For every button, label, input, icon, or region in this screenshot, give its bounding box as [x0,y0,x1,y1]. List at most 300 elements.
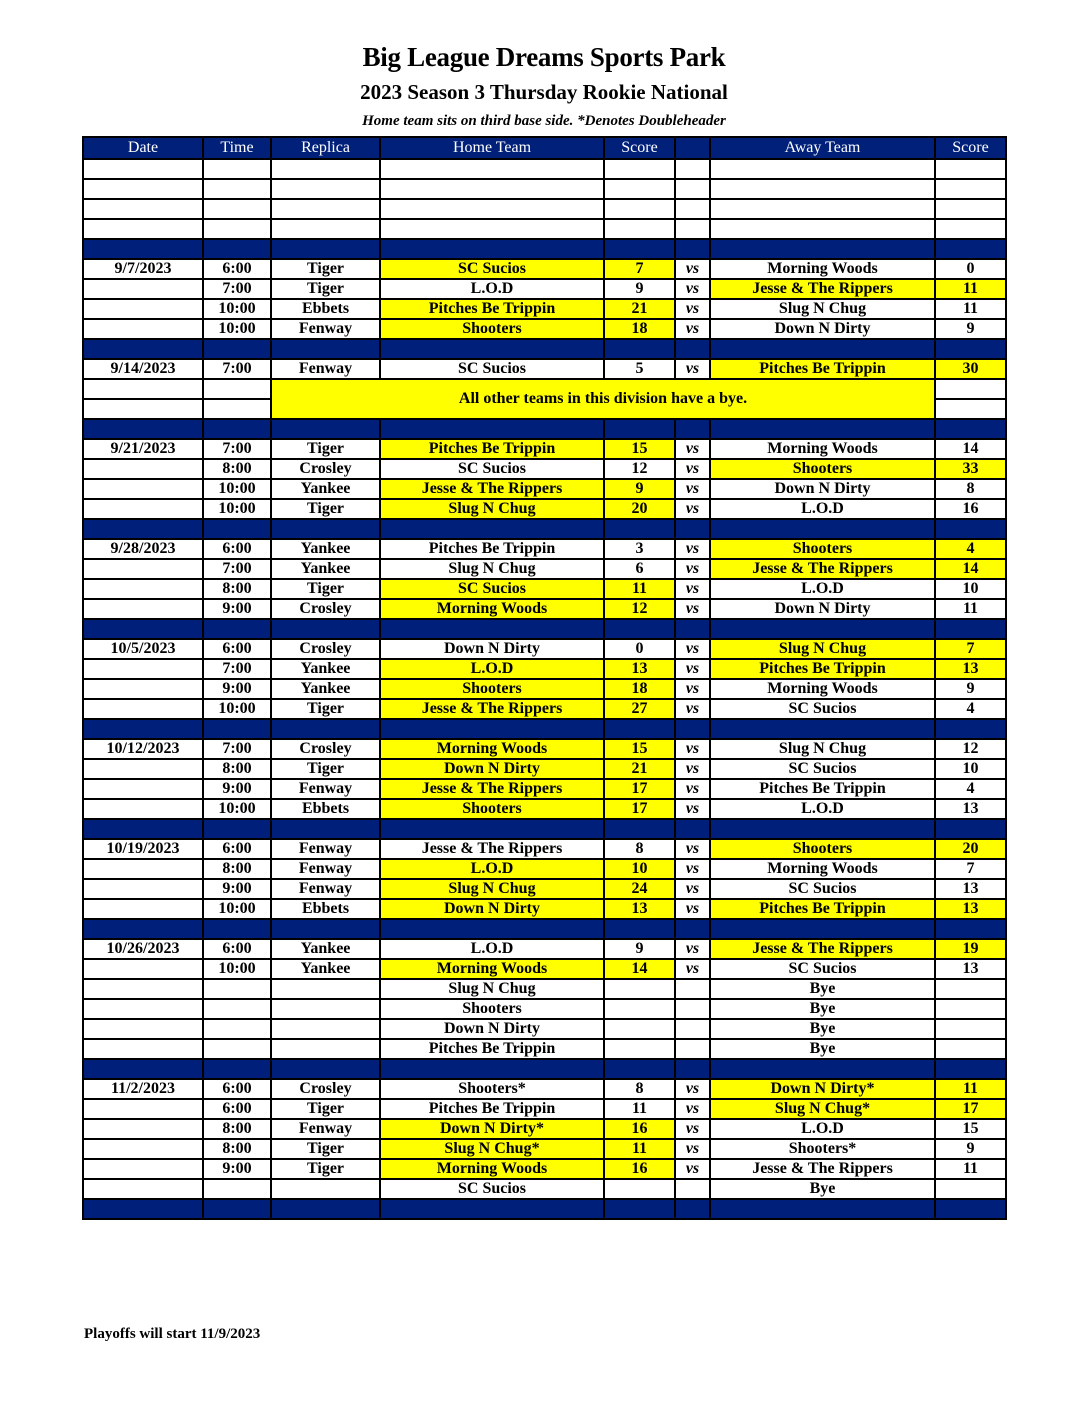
game-replica: Tiger [271,1159,380,1179]
home-score: 5 [604,359,675,379]
game-time: 10:00 [203,499,271,519]
game-row [83,699,1006,719]
game-date: 10/26/2023 [83,939,203,959]
away-score: 9 [935,319,1006,339]
vs-cell [675,1179,710,1199]
game-date [83,579,203,599]
separator-row [83,519,1006,539]
header-away-score: Score [935,137,1006,159]
separator-cell [83,419,203,439]
home-score: 17 [604,799,675,819]
home-team: Shooters [380,319,604,339]
game-date [83,1019,203,1039]
game-row [83,659,1006,679]
separator-cell [271,419,380,439]
away-team: Jesse & The Rippers [710,279,935,299]
blank-cell [271,219,380,239]
away-team: L.O.D [710,799,935,819]
away-score: 15 [935,1119,1006,1139]
game-date [83,879,203,899]
game-time: 7:00 [203,559,271,579]
separator-cell [675,1059,710,1079]
game-time: 9:00 [203,599,271,619]
game-date [83,959,203,979]
away-team: Jesse & The Rippers [710,939,935,959]
separator-cell [83,919,203,939]
game-replica: Fenway [271,1119,380,1139]
away-score: 14 [935,439,1006,459]
away-team: Slug N Chug [710,639,935,659]
separator-row [83,719,1006,739]
separator-cell [83,1059,203,1079]
vs-cell: vs [675,859,710,879]
away-team: Morning Woods [710,679,935,699]
vs-cell: vs [675,899,710,919]
away-team: Pitches Be Trippin [710,779,935,799]
vs-cell [675,1039,710,1059]
home-score: 15 [604,739,675,759]
home-score [604,979,675,999]
game-row [83,559,1006,579]
blank-cell [935,199,1006,219]
game-date [83,1099,203,1119]
away-team: Jesse & The Rippers [710,559,935,579]
game-replica: Ebbets [271,799,380,819]
separator-cell [604,619,675,639]
game-date [83,899,203,919]
blank-cell [271,179,380,199]
game-date [83,859,203,879]
game-time: 6:00 [203,1099,271,1119]
game-time [203,979,271,999]
game-time: 10:00 [203,799,271,819]
game-replica: Tiger [271,699,380,719]
home-team: L.O.D [380,279,604,299]
game-replica: Tiger [271,499,380,519]
game-row [83,479,1006,499]
game-time: 7:00 [203,739,271,759]
vs-cell: vs [675,459,710,479]
home-team: Pitches Be Trippin [380,299,604,319]
game-replica: Fenway [271,779,380,799]
blank-cell [380,199,604,219]
home-score: 13 [604,899,675,919]
blank-cell [203,179,271,199]
game-date [83,479,203,499]
game-replica [271,1019,380,1039]
separator-cell [604,339,675,359]
away-team: Down N Dirty [710,319,935,339]
away-team: SC Sucios [710,699,935,719]
game-time: 6:00 [203,839,271,859]
separator-cell [203,239,271,259]
away-team: L.O.D [710,499,935,519]
separator-cell [83,819,203,839]
home-team: L.O.D [380,859,604,879]
vs-cell: vs [675,779,710,799]
away-score: 9 [935,1139,1006,1159]
home-score: 20 [604,499,675,519]
game-replica [271,1039,380,1059]
separator-cell [710,239,935,259]
separator-cell [271,919,380,939]
vs-cell: vs [675,319,710,339]
game-date [83,759,203,779]
blank-cell [203,219,271,239]
vs-cell: vs [675,839,710,859]
separator-row [83,919,1006,939]
game-replica: Yankee [271,559,380,579]
game-date [83,499,203,519]
away-team: Morning Woods [710,859,935,879]
separator-cell [710,619,935,639]
separator-cell [604,239,675,259]
blank-cell [203,199,271,219]
away-team: L.O.D [710,579,935,599]
game-date [83,679,203,699]
away-score: 11 [935,299,1006,319]
game-date [83,699,203,719]
vs-cell: vs [675,599,710,619]
away-score [935,1179,1006,1199]
schedule-body [83,159,1006,1219]
game-time: 6:00 [203,639,271,659]
away-team: Morning Woods [710,259,935,279]
game-time: 9:00 [203,679,271,699]
game-row [83,459,1006,479]
blank-cell [604,219,675,239]
game-replica: Yankee [271,679,380,699]
blank-cell [83,399,203,419]
separator-cell [271,819,380,839]
separator-cell [203,1059,271,1079]
home-score: 3 [604,539,675,559]
away-score: 20 [935,839,1006,859]
home-team: Pitches Be Trippin [380,1039,604,1059]
home-score: 0 [604,639,675,659]
separator-cell [380,719,604,739]
home-team: Down N Dirty [380,639,604,659]
game-row [83,959,1006,979]
away-score: 10 [935,579,1006,599]
separator-cell [710,819,935,839]
game-date: 9/21/2023 [83,439,203,459]
home-team: Morning Woods [380,1159,604,1179]
home-team: L.O.D [380,939,604,959]
game-date [83,999,203,1019]
separator-cell [675,619,710,639]
home-score: 21 [604,759,675,779]
game-replica: Fenway [271,879,380,899]
away-team: Bye [710,979,935,999]
game-time: 10:00 [203,299,271,319]
home-team: Down N Dirty [380,899,604,919]
separator-cell [380,339,604,359]
home-score: 13 [604,659,675,679]
away-score: 4 [935,539,1006,559]
home-score: 9 [604,939,675,959]
game-row [83,859,1006,879]
game-date [83,599,203,619]
game-replica: Tiger [271,1139,380,1159]
away-team: Slug N Chug* [710,1099,935,1119]
home-team: Shooters* [380,1079,604,1099]
game-replica: Tiger [271,259,380,279]
separator-cell [271,339,380,359]
home-team: Jesse & The Rippers [380,479,604,499]
away-team: Slug N Chug [710,299,935,319]
separator-cell [935,239,1006,259]
vs-cell: vs [675,479,710,499]
home-score: 11 [604,579,675,599]
header-home-score: Score [604,137,675,159]
away-team: Morning Woods [710,439,935,459]
blank-cell [83,159,203,179]
home-score: 17 [604,779,675,799]
vs-cell: vs [675,959,710,979]
separator-cell [710,519,935,539]
away-team: Pitches Be Trippin [710,659,935,679]
away-score: 13 [935,959,1006,979]
game-time: 9:00 [203,1159,271,1179]
game-row [83,439,1006,459]
blank-row [83,179,1006,199]
game-date: 9/14/2023 [83,359,203,379]
game-time [203,1179,271,1199]
game-replica: Crosley [271,739,380,759]
game-date: 11/2/2023 [83,1079,203,1099]
blank-cell [935,219,1006,239]
away-score: 30 [935,359,1006,379]
blank-cell [604,179,675,199]
vs-cell: vs [675,259,710,279]
separator-cell [380,519,604,539]
away-score: 10 [935,759,1006,779]
separator-cell [935,1059,1006,1079]
away-score: 0 [935,259,1006,279]
blank-cell [604,159,675,179]
separator-cell [271,719,380,739]
separator-row [83,1199,1006,1219]
separator-cell [710,1199,935,1219]
separator-cell [380,1199,604,1219]
game-date [83,1159,203,1179]
separator-cell [380,1059,604,1079]
home-team: Morning Woods [380,739,604,759]
home-score: 12 [604,599,675,619]
separator-cell [710,339,935,359]
away-team: L.O.D [710,1119,935,1139]
blank-cell [935,179,1006,199]
header-vs [675,137,710,159]
blank-cell [604,199,675,219]
away-score: 16 [935,499,1006,519]
blank-cell [83,179,203,199]
separator-cell [203,919,271,939]
blank-cell [710,219,935,239]
game-time: 8:00 [203,459,271,479]
header-date: Date [83,137,203,159]
away-score: 13 [935,879,1006,899]
home-team: Morning Woods [380,959,604,979]
home-score: 9 [604,479,675,499]
game-row [83,1099,1006,1119]
game-time: 7:00 [203,359,271,379]
game-date: 9/7/2023 [83,259,203,279]
separator-cell [935,419,1006,439]
away-team: Shooters [710,539,935,559]
home-score: 8 [604,839,675,859]
separator-cell [675,919,710,939]
game-row [83,1079,1006,1099]
game-time: 10:00 [203,899,271,919]
separator-cell [935,519,1006,539]
game-time: 8:00 [203,1119,271,1139]
game-row [83,1039,1006,1059]
separator-cell [675,419,710,439]
blank-cell [935,379,1006,399]
game-replica: Tiger [271,579,380,599]
vs-cell: vs [675,699,710,719]
separator-cell [675,719,710,739]
away-score [935,999,1006,1019]
home-team: Morning Woods [380,599,604,619]
separator-cell [604,719,675,739]
game-replica: Crosley [271,639,380,659]
home-team: Jesse & The Rippers [380,699,604,719]
game-date [83,319,203,339]
blank-cell [203,399,271,419]
vs-cell: vs [675,439,710,459]
game-row [83,799,1006,819]
home-score: 6 [604,559,675,579]
away-team: Jesse & The Rippers [710,1159,935,1179]
home-score: 27 [604,699,675,719]
home-team: Down N Dirty [380,1019,604,1039]
away-team: Bye [710,1039,935,1059]
game-time: 7:00 [203,439,271,459]
game-row [83,759,1006,779]
separator-cell [271,1059,380,1079]
home-team: SC Sucios [380,1179,604,1199]
game-date [83,1179,203,1199]
home-team: SC Sucios [380,459,604,479]
away-score [935,1019,1006,1039]
header-row [83,137,1006,159]
game-row [83,359,1006,379]
game-time: 7:00 [203,279,271,299]
game-replica: Crosley [271,459,380,479]
away-team: SC Sucios [710,759,935,779]
game-time: 8:00 [203,859,271,879]
separator-cell [675,239,710,259]
away-team: Shooters [710,839,935,859]
separator-row [83,239,1006,259]
home-team: Pitches Be Trippin [380,539,604,559]
game-replica: Tiger [271,439,380,459]
separator-cell [83,519,203,539]
game-time: 8:00 [203,1139,271,1159]
home-team: SC Sucios [380,259,604,279]
separator-cell [83,239,203,259]
vs-cell: vs [675,579,710,599]
vs-cell: vs [675,799,710,819]
vs-cell [675,999,710,1019]
vs-cell: vs [675,1099,710,1119]
away-score: 11 [935,1079,1006,1099]
blank-cell [710,159,935,179]
separator-cell [675,339,710,359]
game-row [83,279,1006,299]
game-row [83,679,1006,699]
game-date [83,1139,203,1159]
away-score: 11 [935,279,1006,299]
separator-cell [710,1059,935,1079]
blank-cell [83,219,203,239]
away-score: 7 [935,639,1006,659]
game-date [83,799,203,819]
game-row [83,939,1006,959]
away-team: Down N Dirty [710,599,935,619]
separator-cell [83,1199,203,1219]
game-date: 10/5/2023 [83,639,203,659]
away-score: 9 [935,679,1006,699]
separator-cell [380,619,604,639]
game-time: 6:00 [203,539,271,559]
game-replica: Fenway [271,359,380,379]
blank-cell [675,179,710,199]
bye-note: All other teams in this division have a bye. [271,379,935,419]
game-row [83,879,1006,899]
separator-cell [380,819,604,839]
away-team: Shooters [710,459,935,479]
schedule-note: Home team sits on third base side. *Denotes Doubleheader [362,113,726,129]
game-row [83,739,1006,759]
away-team: Bye [710,1019,935,1039]
vs-cell: vs [675,759,710,779]
away-score: 12 [935,739,1006,759]
vs-cell [675,979,710,999]
separator-row [83,1059,1006,1079]
separator-cell [935,1199,1006,1219]
separator-cell [675,819,710,839]
home-team: Jesse & The Rippers [380,779,604,799]
away-score: 17 [935,1099,1006,1119]
vs-cell: vs [675,939,710,959]
away-score [935,1039,1006,1059]
home-score: 16 [604,1159,675,1179]
game-replica: Yankee [271,539,380,559]
bye-row [83,379,1006,399]
away-score: 14 [935,559,1006,579]
game-replica [271,979,380,999]
separator-cell [935,719,1006,739]
blank-cell [710,199,935,219]
vs-cell: vs [675,299,710,319]
home-team: Down N Dirty [380,759,604,779]
game-date [83,279,203,299]
header-time: Time [203,137,271,159]
vs-cell: vs [675,539,710,559]
game-date [83,459,203,479]
game-row [83,1159,1006,1179]
separator-cell [935,919,1006,939]
vs-cell: vs [675,1119,710,1139]
home-score: 10 [604,859,675,879]
home-team: Slug N Chug [380,559,604,579]
home-team: Slug N Chug [380,979,604,999]
vs-cell: vs [675,1139,710,1159]
